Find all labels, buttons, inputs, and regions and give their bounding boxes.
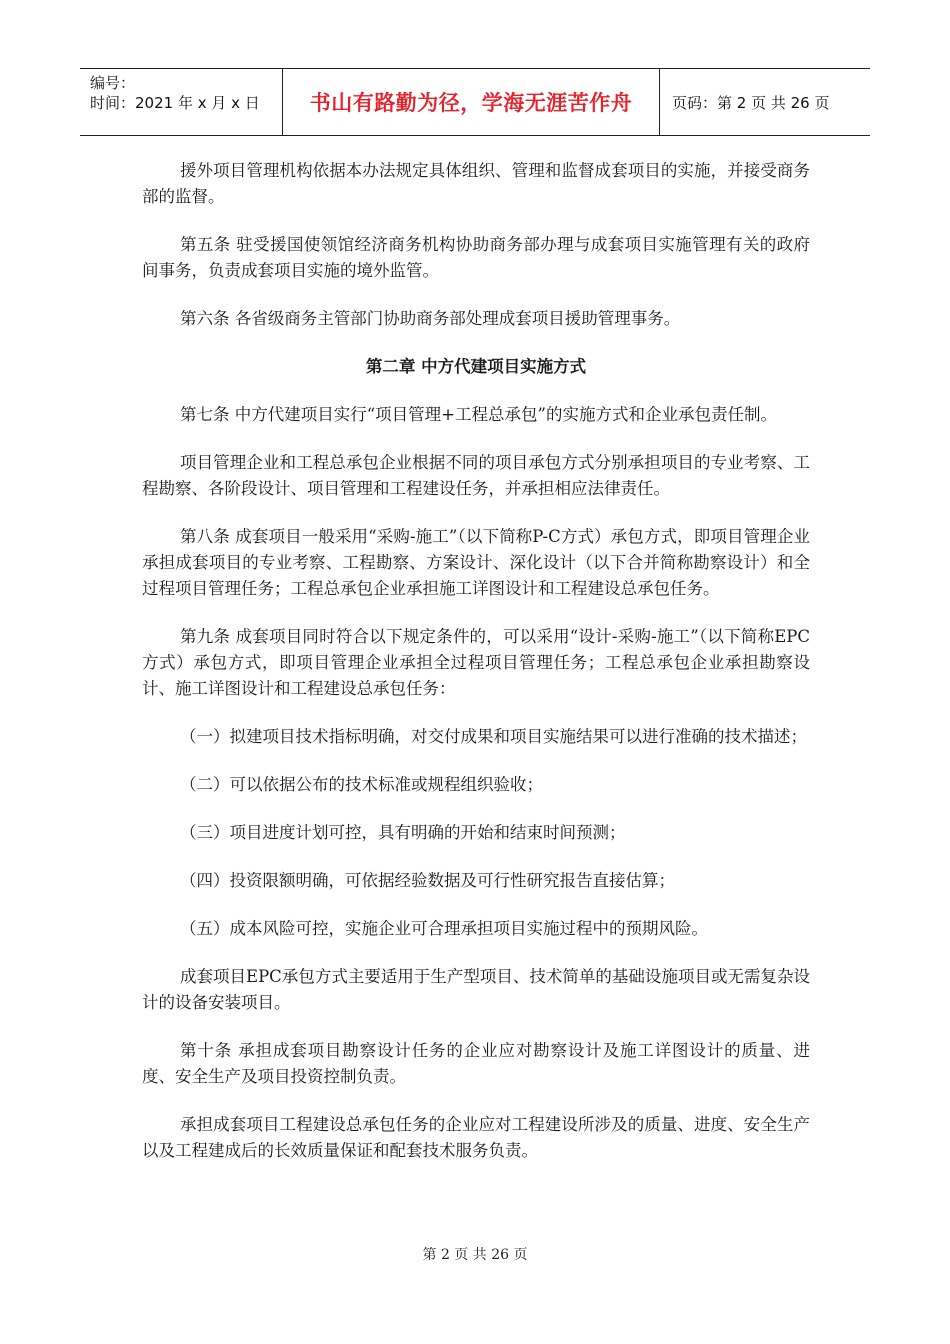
chapter-title: 第二章 中方代建项目实施方式: [365, 357, 587, 376]
document-body: [142, 158, 810, 1186]
document-number: 编号：: [90, 74, 136, 92]
list-item: （三）项目进度计划可控，具有明确的开始和结束时间预测；: [180, 823, 626, 842]
list-item: （五）成本风险可控，实施企业可合理承担项目实施过程中的预期风险。: [180, 919, 708, 938]
paragraph: 第七条 中方代建项目实行“项目管理+工程总承包”的实施方式和企业承包责任制。: [180, 405, 777, 424]
header-page-code: 页码：第 2 页 共 26 页: [672, 93, 830, 112]
header-meta: [80, 69, 282, 135]
paragraph: 承担成套项目工程建设总承包任务的企业应对工程建设所涉及的质量、进度、安全生产以及工程建成后的长效质量保证和配套技术服务负责。: [142, 1115, 810, 1160]
paragraph: 第八条 成套项目一般采用“采购-施工”（以下简称P-C方式）承包方式，即项目管理企业承担成套项目的专业考察、工程勘察、方案设计、深化设计（以下合并简称勘察设计）和全过程项目管理任务；工程总承包企业承担施工详图设计和工程建设总承包任务。: [142, 527, 810, 598]
paragraph: 成套项目EPC承包方式主要适用于生产型项目、技术简单的基础设施项目或无需复杂设计的设备安装项目。: [142, 967, 810, 1012]
paragraph: 第六条 各省级商务主管部门协助商务部处理成套项目援助管理事务。: [180, 309, 681, 328]
header-motto-cell: [282, 69, 660, 135]
paragraph: 第十条 承担成套项目勘察设计任务的企业应对勘察设计及施工详图设计的质量、进度、安全生产及项目投资控制负责。: [142, 1041, 810, 1086]
motto: 书山有路勤为径，学海无涯苦作舟: [309, 91, 633, 115]
list-item: （四）投资限额明确，可依据经验数据及可行性研究报告直接估算；: [180, 871, 675, 890]
paragraph: 项目管理企业和工程总承包企业根据不同的项目承包方式分别承担项目的专业考察、工程勘察、各阶段设计、项目管理和工程建设任务，并承担相应法律责任。: [142, 453, 810, 498]
list-item: （二）可以依据公布的技术标准或规程组织验收；: [180, 775, 543, 794]
paragraph: 援外项目管理机构依据本办法规定具体组织、管理和监督成套项目的实施，并接受商务部的监督。: [142, 161, 810, 206]
list-item: （一）拟建项目技术指标明确，对交付成果和项目实施结果可以进行准确的技术描述；: [180, 727, 807, 746]
document-date: 时间：2021 年 x 月 x 日: [90, 94, 260, 112]
paragraph: 第九条 成套项目同时符合以下规定条件的，可以采用“设计-采购-施工”（以下简称EPC方式）承包方式，即项目管理企业承担全过程项目管理任务；工程总承包企业承担勘察设计、施工详图设计和工程建设总承包任务：: [142, 627, 810, 698]
page-footer: 第 2 页 共 26 页: [422, 1247, 528, 1263]
page-header: [80, 68, 870, 136]
paragraph: 第五条 驻受援国使领馆经济商务机构协助商务部办理与成套项目实施管理有关的政府间事务，负责成套项目实施的境外监管。: [142, 235, 810, 280]
